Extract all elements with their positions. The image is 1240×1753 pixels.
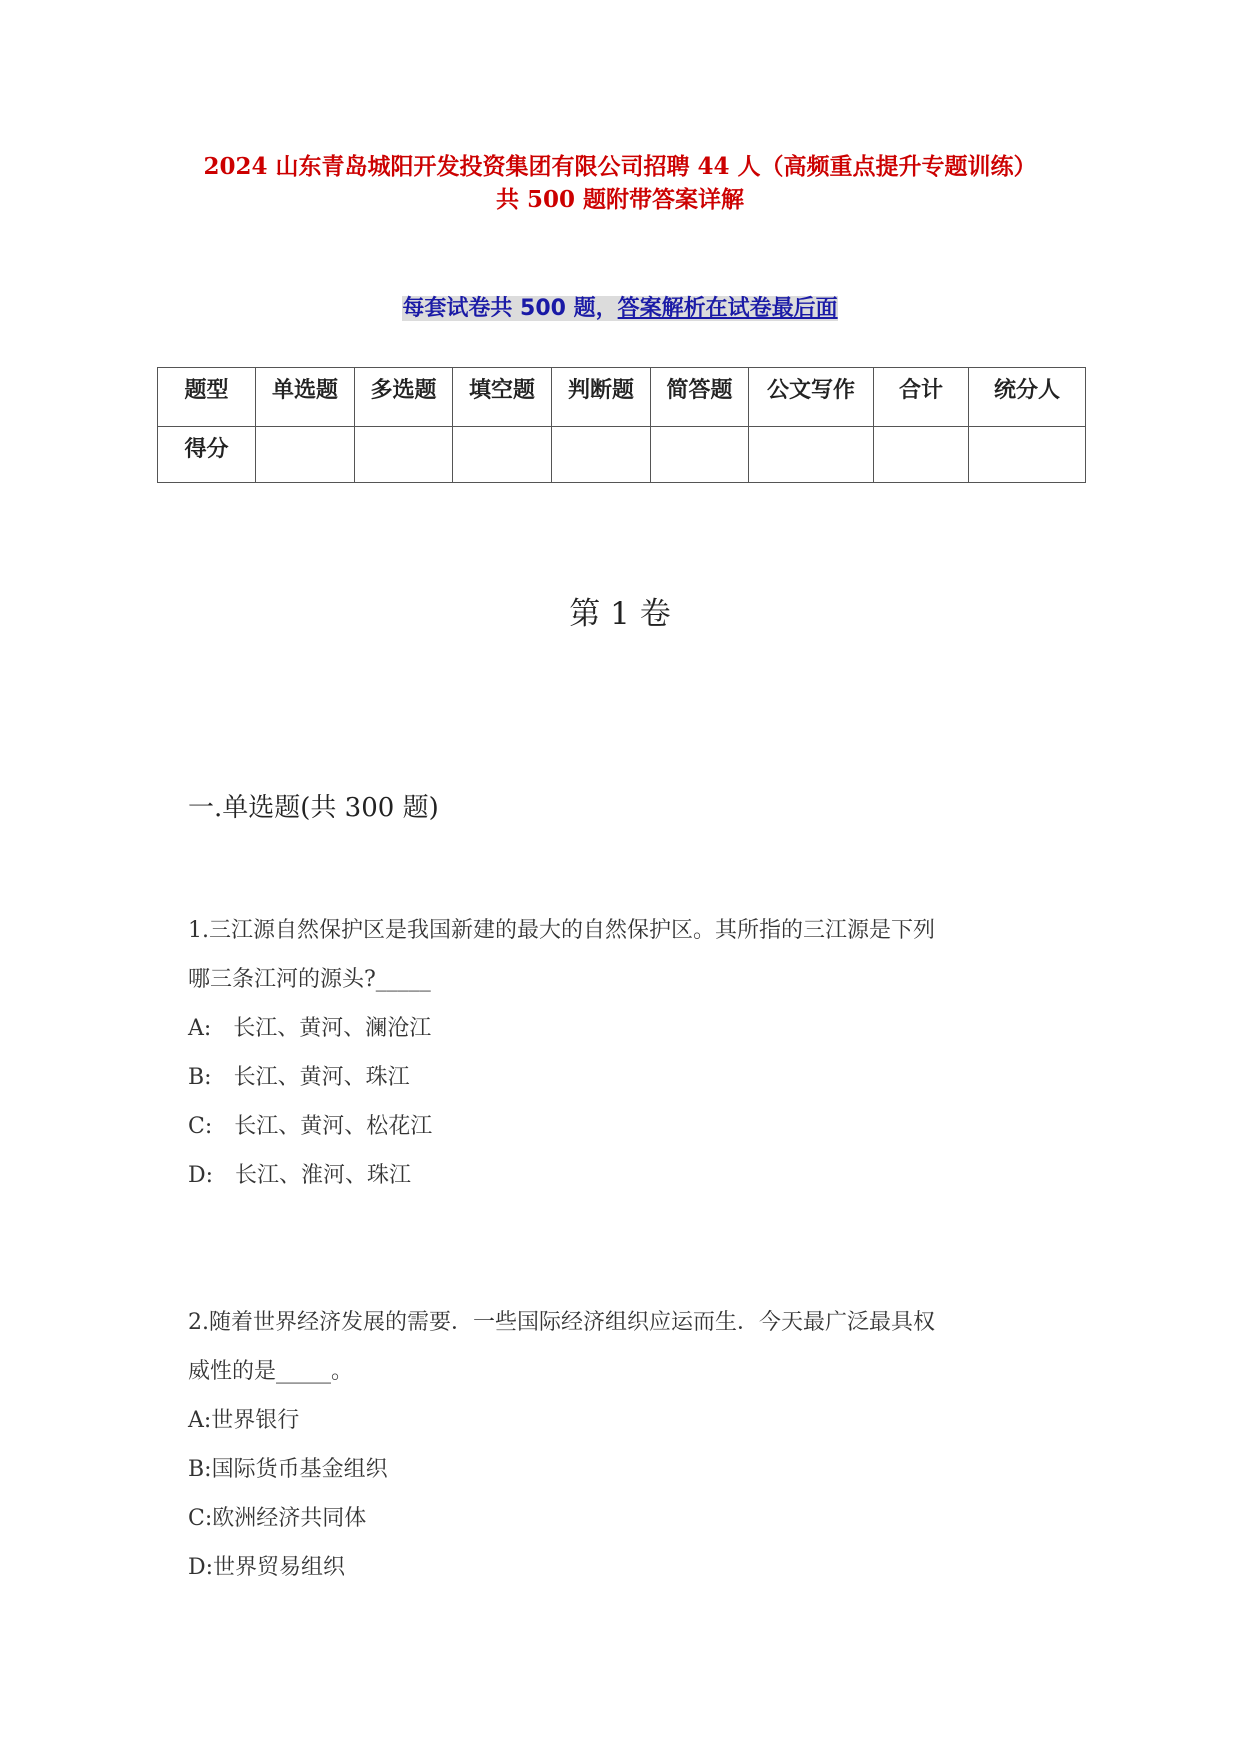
option-b[interactable]: B:国际货币基金组织	[188, 1457, 388, 1482]
score-table-score-row	[158, 427, 1086, 483]
score-cell-scorer[interactable]	[969, 427, 1086, 483]
score-cell-fill-blank[interactable]	[453, 427, 552, 483]
score-cell-short-answer[interactable]	[651, 427, 749, 483]
volume-title: 第 1 卷	[569, 596, 671, 632]
score-cell-official-writing[interactable]	[749, 427, 874, 483]
score-cell-single-choice[interactable]	[256, 427, 355, 483]
score-table-header-row	[158, 368, 1086, 427]
question-stem-line-2: 哪三条江河的源头?_____	[188, 967, 431, 992]
question-stem-line-1: 2.随着世界经济发展的需要．一些国际经济组织应运而生．今天最广泛最具权	[188, 1310, 935, 1335]
score-row-label: 得分	[158, 427, 256, 483]
header-cell-short-answer: 简答题	[651, 368, 749, 427]
header-cell-official-writing: 公文写作	[749, 368, 874, 427]
question-1	[188, 906, 1088, 1200]
question-2	[188, 1298, 1088, 1592]
header-cell-total: 合计	[874, 368, 969, 427]
option-d[interactable]: D: 长江、淮河、珠江	[188, 1163, 412, 1188]
question-stem	[188, 1298, 1088, 1396]
exam-notice	[0, 294, 1240, 324]
header-cell-question-type: 题型	[158, 368, 256, 427]
question-stem-line-2: 威性的是_____。	[188, 1359, 354, 1384]
header-cell-true-false: 判断题	[552, 368, 651, 427]
score-cell-multiple-choice[interactable]	[355, 427, 453, 483]
header-cell-scorer: 统分人	[969, 368, 1086, 427]
question-stem-line-1: 1.三江源自然保护区是我国新建的最大的自然保护区。其所指的三江源是下列	[188, 918, 935, 943]
option-b[interactable]: B: 长江、黄河、珠江	[188, 1065, 410, 1090]
option-a[interactable]: A:世界银行	[188, 1408, 300, 1433]
answer-key-link[interactable]: 答案解析在试卷最后面	[617, 296, 838, 321]
header-cell-fill-blank: 填空题	[453, 368, 552, 427]
score-cell-total[interactable]	[874, 427, 969, 483]
score-table	[157, 367, 1086, 483]
document-title-line-1: 2024 山东青岛城阳开发投资集团有限公司招聘 44 人（高频重点提升专题训练）	[203, 153, 1037, 180]
score-cell-true-false[interactable]	[552, 427, 651, 483]
header-cell-single-choice: 单选题	[256, 368, 355, 427]
option-a[interactable]: A: 长江、黄河、澜沧江	[188, 1016, 432, 1041]
section-heading: 一.单选题(共 300 题)	[188, 793, 439, 823]
option-c[interactable]: C:欧洲经济共同体	[188, 1506, 367, 1531]
document-title-line-2: 共 500 题附带答案详解	[495, 186, 745, 213]
option-c[interactable]: C: 长江、黄河、松花江	[188, 1114, 433, 1139]
question-stem	[188, 906, 1088, 1004]
option-d[interactable]: D:世界贸易组织	[188, 1555, 346, 1580]
header-cell-multiple-choice: 多选题	[355, 368, 453, 427]
exam-notice-text: 每套试卷共 500 题，	[402, 296, 618, 321]
document-title	[0, 150, 1240, 216]
